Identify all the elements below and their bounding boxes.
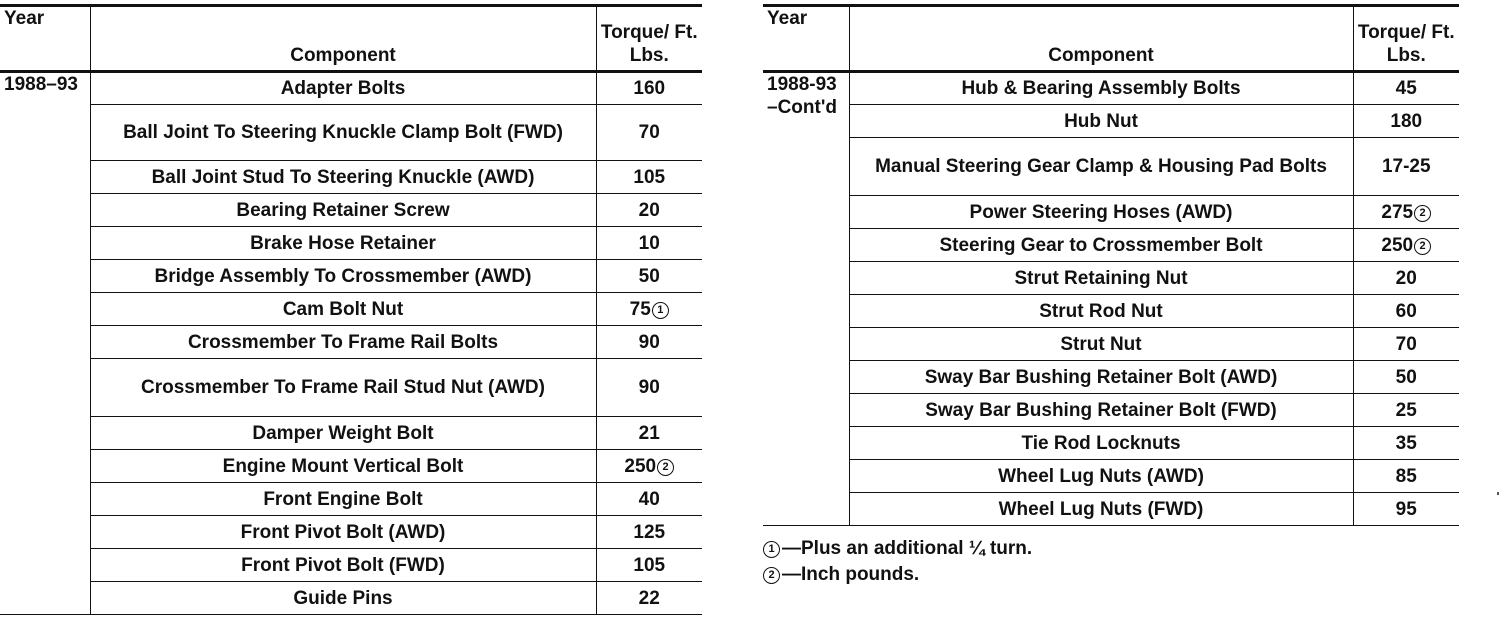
torque-table-left [0, 4, 702, 615]
torque-value: 50 [1395, 366, 1417, 388]
torque-cell [1353, 196, 1459, 229]
torque-value: 40 [638, 488, 660, 510]
component-cell: Bearing Retainer Screw [90, 194, 596, 227]
table-row [0, 483, 702, 516]
footnote-1 [763, 536, 1032, 562]
scan-speck [1497, 492, 1499, 495]
year-cell: 1988–93 [4, 74, 78, 95]
torque-value: 275 [1381, 201, 1414, 223]
table-row [763, 138, 1459, 196]
table-header-row [763, 6, 1459, 72]
torque-value: 90 [638, 377, 660, 398]
torque-value: 35 [1395, 432, 1417, 454]
table-row [0, 549, 702, 582]
table-row [763, 361, 1459, 394]
table-row [763, 72, 1459, 105]
component-cell: Ball Joint To Steering Knuckle Clamp Bolt (FWD) [90, 105, 596, 161]
component-cell: Strut Nut [849, 328, 1353, 361]
torque-cell [596, 326, 702, 359]
table-row [0, 161, 702, 194]
torque-cell [1353, 493, 1459, 526]
torque-header-label: Torque/ Ft. Lbs. [600, 22, 698, 66]
torque-cell [596, 417, 702, 450]
torque-value: 95 [1395, 498, 1417, 520]
torque-cell [1353, 361, 1459, 394]
torque-value: 45 [1395, 78, 1417, 99]
torque-value: 21 [638, 422, 660, 444]
torque-value: 17-25 [1381, 156, 1431, 177]
torque-value: 70 [1395, 333, 1417, 355]
torque-value: 60 [1395, 300, 1417, 322]
table-row [0, 72, 702, 105]
torque-header [596, 6, 702, 72]
table-row [763, 262, 1459, 295]
component-cell: Wheel Lug Nuts (FWD) [849, 493, 1353, 526]
component-cell: Wheel Lug Nuts (AWD) [849, 460, 1353, 493]
torque-header-label: Torque/ Ft. Lbs. [1357, 22, 1455, 66]
footnote-marker-icon: 2 [657, 459, 674, 476]
torque-cell [596, 483, 702, 516]
component-cell: Front Engine Bolt [90, 483, 596, 516]
torque-cell [596, 161, 702, 194]
footnote-text-1: —Plus an additional ¼ turn. [782, 538, 1033, 559]
year-cell: 1988-93 –Cont'd [767, 74, 837, 118]
torque-cell [1353, 427, 1459, 460]
table-row [763, 460, 1459, 493]
torque-cell [596, 293, 702, 326]
footnote-2 [763, 562, 1032, 588]
component-header: Component [90, 6, 596, 72]
torque-cell [1353, 394, 1459, 427]
component-cell: Front Pivot Bolt (FWD) [90, 549, 596, 582]
component-cell: Tie Rod Locknuts [849, 427, 1353, 460]
torque-value: 90 [638, 331, 660, 353]
component-cell: Brake Hose Retainer [90, 227, 596, 260]
torque-cell [1353, 328, 1459, 361]
table-row [0, 293, 702, 326]
table-row [763, 196, 1459, 229]
table-row [0, 260, 702, 293]
footnotes [763, 536, 1032, 588]
torque-cell [596, 549, 702, 582]
torque-cell [1353, 72, 1459, 105]
table-row [0, 359, 702, 417]
component-cell: Crossmember To Frame Rail Bolts [90, 326, 596, 359]
torque-cell [1353, 460, 1459, 493]
torque-cell [596, 105, 702, 161]
table-row [763, 493, 1459, 526]
torque-cell [596, 194, 702, 227]
footnote-marker-2: 2 [763, 567, 780, 584]
table-row [763, 295, 1459, 328]
footnote-text-2: —Inch pounds. [782, 564, 920, 585]
torque-value: 20 [1395, 267, 1417, 289]
table-row [763, 328, 1459, 361]
torque-value: 125 [633, 521, 666, 543]
component-cell: Bridge Assembly To Crossmember (AWD) [90, 260, 596, 293]
torque-cell [596, 72, 702, 105]
table-row [0, 105, 702, 161]
table-row [763, 105, 1459, 138]
torque-value: 85 [1395, 465, 1417, 487]
component-cell: Adapter Bolts [90, 72, 596, 105]
table-row [763, 229, 1459, 262]
torque-value: 70 [638, 122, 660, 143]
torque-cell [596, 260, 702, 293]
table-row [0, 417, 702, 450]
torque-cell [596, 516, 702, 549]
year-header: Year [767, 8, 808, 29]
component-cell: Power Steering Hoses (AWD) [849, 196, 1353, 229]
torque-cell [596, 227, 702, 260]
torque-value: 250 [624, 455, 657, 477]
footnote-marker-icon: 2 [1414, 238, 1431, 255]
torque-cell [1353, 138, 1459, 196]
right-table-body [763, 72, 1459, 526]
footnote-marker-icon: 2 [1414, 205, 1431, 222]
component-cell: Damper Weight Bolt [90, 417, 596, 450]
component-cell: Strut Rod Nut [849, 295, 1353, 328]
component-cell: Manual Steering Gear Clamp & Housing Pad Bolts [849, 138, 1353, 196]
torque-cell [1353, 105, 1459, 138]
component-cell: Sway Bar Bushing Retainer Bolt (AWD) [849, 361, 1353, 394]
component-cell: Sway Bar Bushing Retainer Bolt (FWD) [849, 394, 1353, 427]
component-cell: Hub & Bearing Assembly Bolts [849, 72, 1353, 105]
component-cell: Hub Nut [849, 105, 1353, 138]
torque-value: 22 [638, 587, 660, 609]
left-table-body [0, 72, 702, 615]
table-row [763, 394, 1459, 427]
torque-value: 180 [1390, 110, 1423, 132]
component-header: Component [849, 6, 1353, 72]
component-cell: Guide Pins [90, 582, 596, 615]
table-row [0, 450, 702, 483]
torque-value: 25 [1395, 399, 1417, 421]
component-cell: Ball Joint Stud To Steering Knuckle (AWD) [90, 161, 596, 194]
table-row [0, 194, 702, 227]
footnote-marker-1: 1 [763, 541, 780, 558]
torque-table-right [763, 4, 1459, 526]
torque-value: 160 [633, 78, 666, 99]
torque-cell [596, 359, 702, 417]
component-cell: Strut Retaining Nut [849, 262, 1353, 295]
component-cell: Steering Gear to Crossmember Bolt [849, 229, 1353, 262]
component-cell: Crossmember To Frame Rail Stud Nut (AWD) [90, 359, 596, 417]
torque-value: 10 [638, 232, 660, 254]
table-row [0, 582, 702, 615]
table-row [0, 516, 702, 549]
table-header-row [0, 6, 702, 72]
torque-value: 250 [1381, 234, 1414, 256]
component-cell: Cam Bolt Nut [90, 293, 596, 326]
torque-cell [596, 450, 702, 483]
footnote-marker-icon: 1 [652, 302, 669, 319]
table-row [763, 427, 1459, 460]
torque-value: 50 [638, 265, 660, 287]
torque-cell [1353, 229, 1459, 262]
year-header: Year [4, 8, 45, 29]
torque-value: 105 [633, 554, 666, 576]
torque-value: 75 [629, 298, 651, 320]
table-row [0, 227, 702, 260]
torque-cell [1353, 262, 1459, 295]
torque-value: 20 [638, 199, 660, 221]
torque-value: 105 [633, 166, 666, 188]
torque-header [1353, 6, 1459, 72]
table-row [0, 326, 702, 359]
component-cell: Engine Mount Vertical Bolt [90, 450, 596, 483]
component-cell: Front Pivot Bolt (AWD) [90, 516, 596, 549]
torque-cell [1353, 295, 1459, 328]
torque-cell [596, 582, 702, 615]
